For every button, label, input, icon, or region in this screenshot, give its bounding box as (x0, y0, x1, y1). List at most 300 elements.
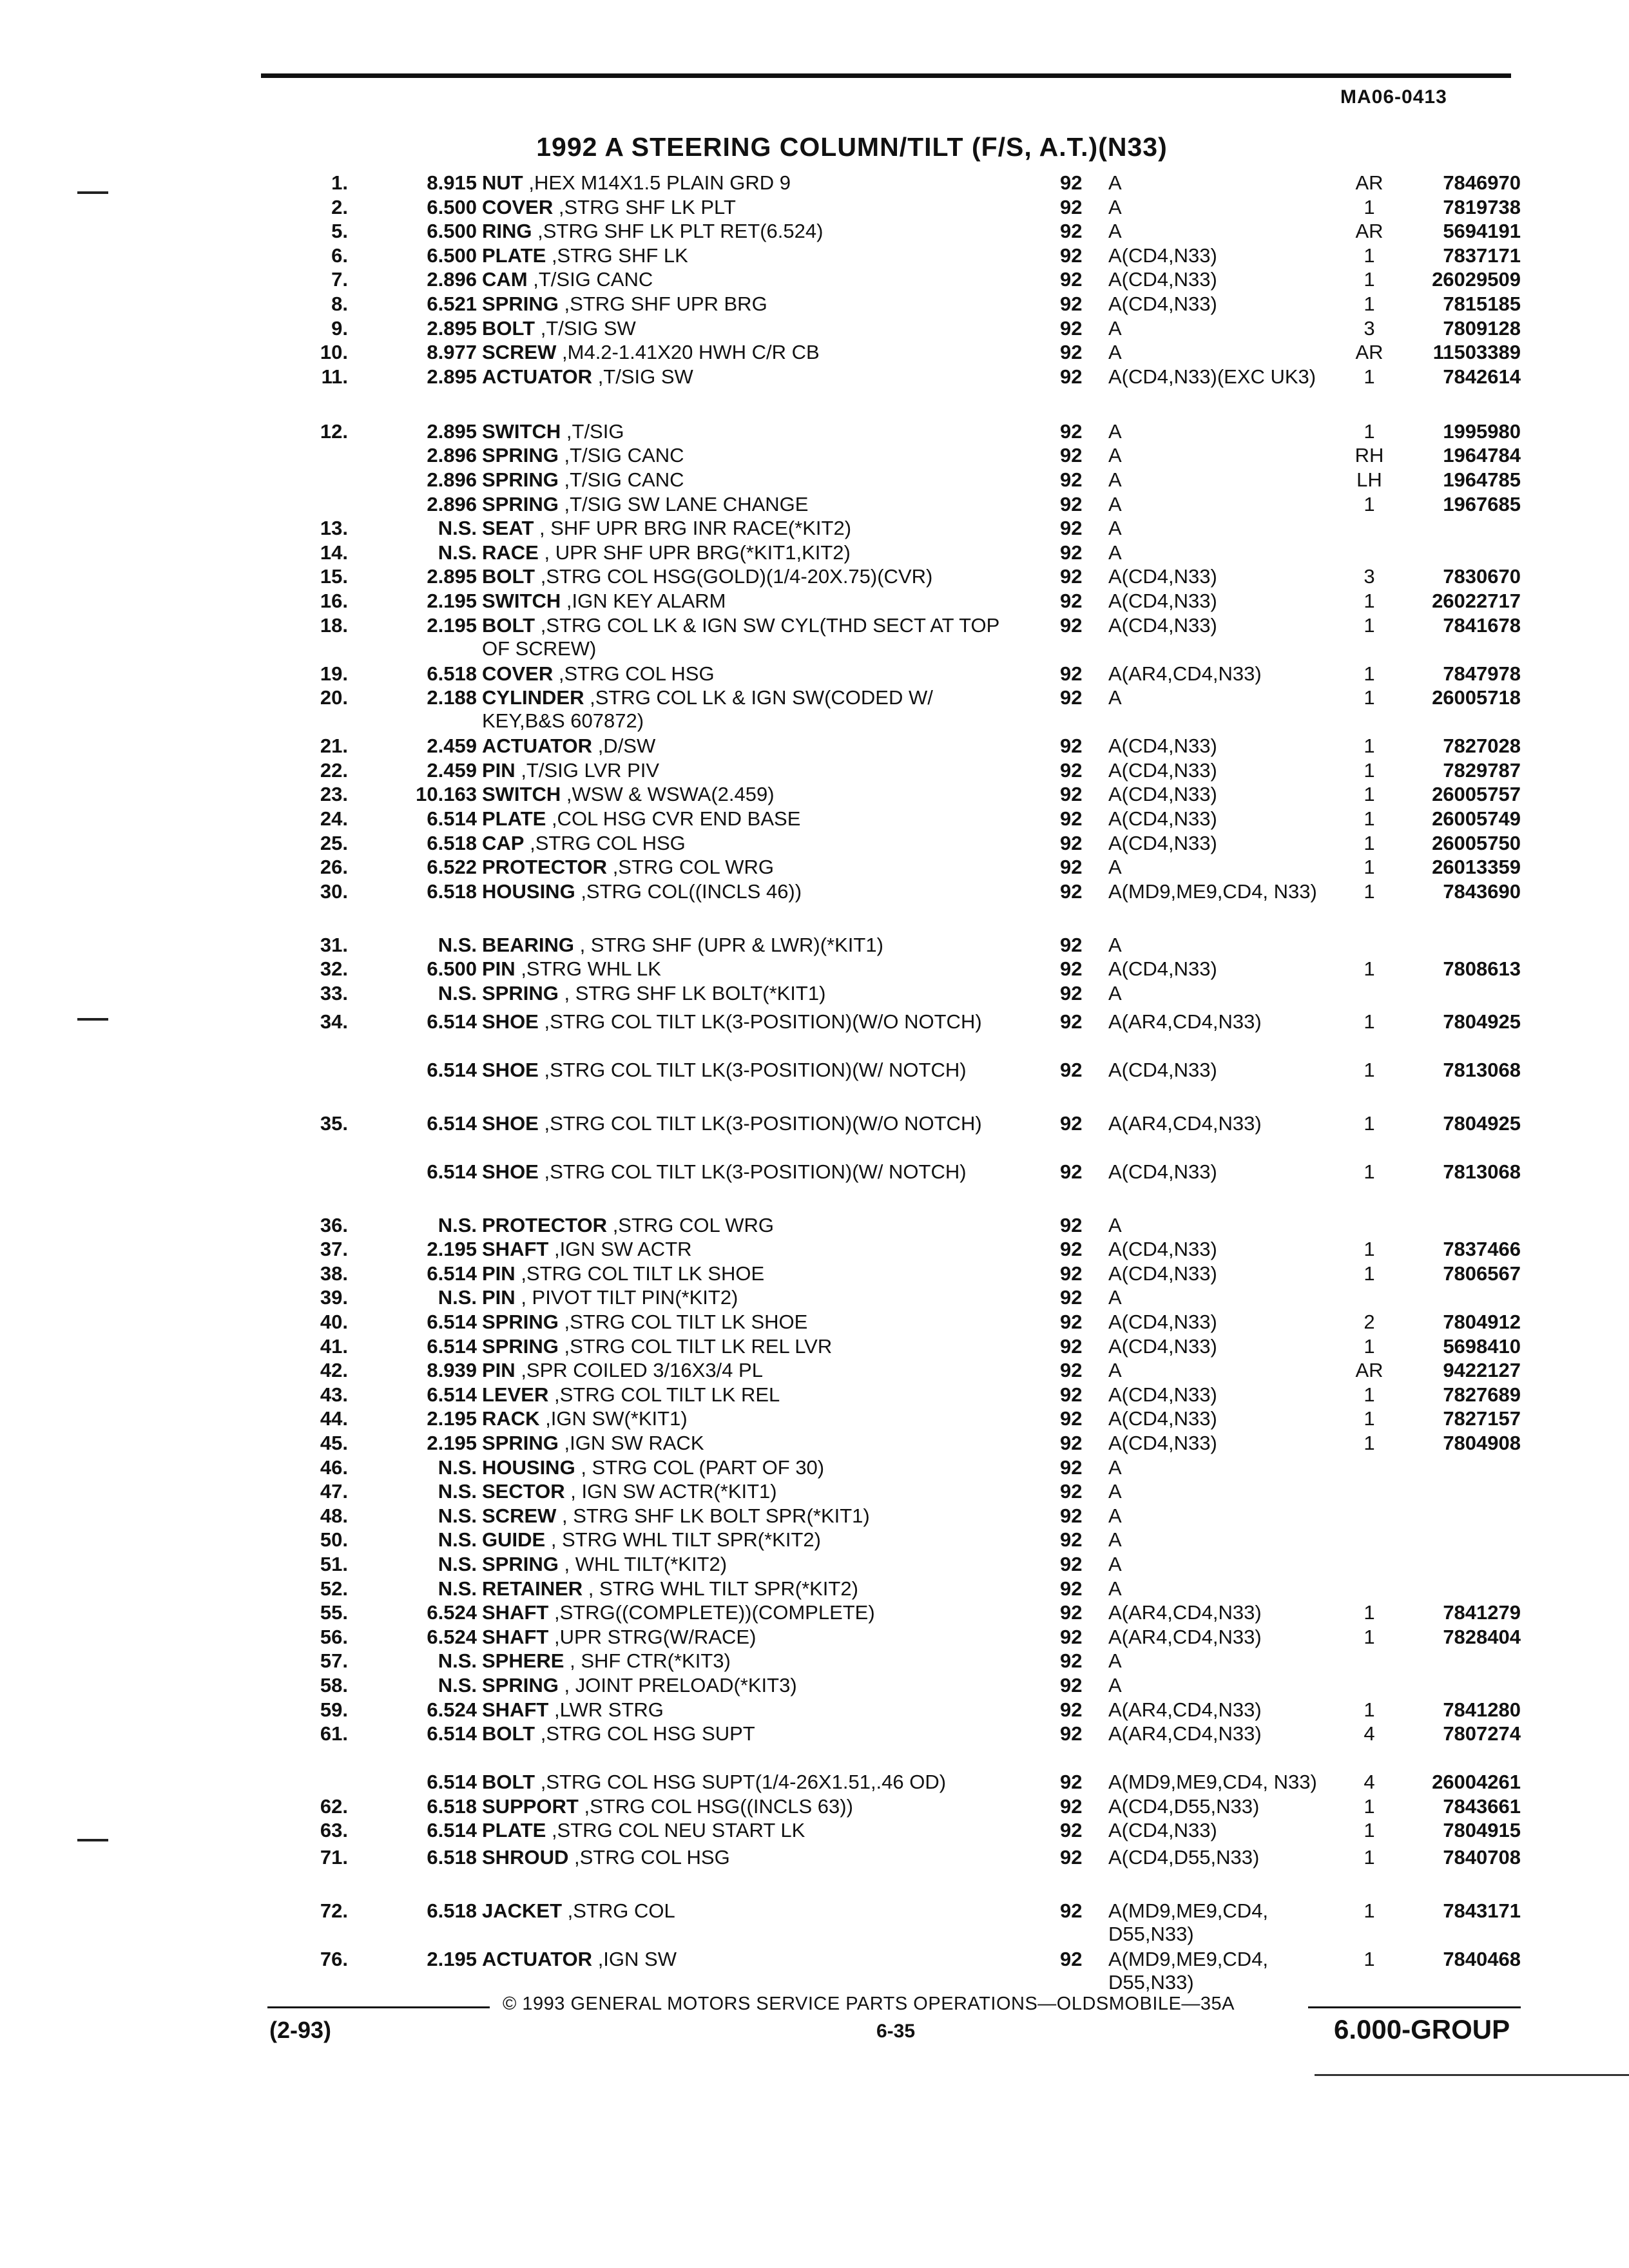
model-usage: A (1108, 1504, 1122, 1527)
part-detail: ,M4.2-1.41X20 HWH C/R CB (562, 341, 820, 364)
part-name: SHAFT (482, 1625, 549, 1648)
list-item (0, 268, 1629, 291)
part-detail: ,T/SIG CANC (564, 468, 684, 491)
part-name: CAM (482, 268, 528, 291)
model-year: 92 (1060, 1213, 1083, 1236)
item-number: 52. (320, 1577, 348, 1600)
part-detail: ,STRG COL TILT LK(3-POSITION)(W/ NOTCH) (544, 1058, 967, 1081)
model-usage: A(CD4,N33) (1108, 1160, 1217, 1183)
model-year: 92 (1060, 1674, 1083, 1696)
quantity: 1 (1364, 807, 1375, 830)
model-usage: A(CD4,N33) (1108, 758, 1217, 782)
item-number: 50. (320, 1528, 348, 1552)
footer-copyright: © 1993 GENERAL MOTORS SERVICE PARTS OPERATIONS—OLDSMOBILE—35A (503, 1994, 1235, 2014)
model-usage: A (1108, 856, 1122, 879)
model-usage: A(MD9,ME9,CD4, D55,N33) (1108, 1948, 1269, 1994)
part-description (482, 1286, 1010, 1309)
part-number: 7806567 (1443, 1262, 1521, 1285)
footer-rule-right (1308, 2006, 1521, 2008)
part-name: SPRING (482, 293, 559, 315)
part-name: SWITCH (482, 590, 561, 612)
item-number: 30. (320, 879, 348, 903)
part-description (482, 420, 1010, 443)
page-title-text: 1992 A STEERING COLUMN/TILT (F/S, A.T.)(N33) (536, 132, 1168, 162)
quantity: 4 (1364, 1771, 1375, 1794)
item-number: 45. (320, 1432, 348, 1454)
part-description (482, 1795, 1010, 1818)
part-detail: , UPR SHF UPR BRG(*KIT1,KIT2) (544, 541, 851, 564)
model-usage: A (1108, 468, 1122, 491)
quantity: 4 (1364, 1722, 1375, 1745)
quantity: 1 (1364, 195, 1375, 218)
quantity: AR (1355, 171, 1383, 194)
part-detail: ,STRG COL NEU START LK (551, 1819, 805, 1842)
model-year: 92 (1060, 1528, 1083, 1552)
part-name: JACKET (482, 1899, 563, 1922)
group-number: N.S. (438, 1480, 477, 1503)
part-detail: ,STRG COL HSG SUPT(1/4-26X1.51,.46 OD) (540, 1771, 947, 1794)
model-year: 92 (1060, 1553, 1083, 1575)
model-usage: A (1108, 686, 1122, 709)
list-item (0, 444, 1629, 467)
part-number: 7827689 (1443, 1383, 1521, 1406)
document-code: MA06-0413 (1340, 86, 1447, 108)
model-usage: A(CD4,N33) (1108, 1262, 1217, 1285)
item-number: 76. (320, 1948, 348, 1970)
list-item (0, 493, 1629, 516)
model-usage: A(CD4,N33) (1108, 1058, 1217, 1081)
part-detail: ,SPR COILED 3/16X3/4 PL (521, 1359, 763, 1382)
model-usage: A (1108, 1553, 1122, 1575)
item-number: 2. (331, 195, 348, 218)
group-number: 2.895 (427, 316, 477, 340)
quantity: 1 (1364, 365, 1375, 388)
part-number: 7813068 (1443, 1160, 1521, 1183)
model-year: 92 (1060, 1456, 1083, 1479)
part-detail: ,STRG COL HSG (558, 662, 715, 685)
part-name: PIN (482, 1359, 516, 1382)
group-number: 6.518 (427, 1794, 477, 1818)
model-year: 92 (1060, 1407, 1083, 1430)
group-number: 6.518 (427, 879, 477, 903)
list-item (0, 1553, 1629, 1576)
part-description (482, 614, 1010, 660)
footer-bottom-rule (1315, 2074, 1629, 2076)
group-number: N.S. (438, 1674, 477, 1696)
model-year: 92 (1060, 1601, 1083, 1624)
part-number: 1995980 (1443, 419, 1521, 443)
part-number: 9422127 (1443, 1359, 1521, 1382)
group-number: 6.514 (427, 1819, 477, 1842)
group-number: 6.514 (427, 1058, 477, 1081)
group-number: 6.522 (427, 856, 477, 879)
quantity: 1 (1364, 1058, 1375, 1081)
part-detail: ,STRG COL((INCLS 46)) (581, 879, 802, 903)
model-year: 92 (1060, 1846, 1083, 1869)
model-usage: A (1108, 492, 1122, 515)
part-name: SPRING (482, 492, 559, 515)
item-number: 6. (331, 244, 348, 267)
model-usage: A(CD4,N33) (1108, 1311, 1217, 1333)
list-item (0, 1480, 1629, 1503)
list-item (0, 1262, 1629, 1285)
model-usage: A (1108, 1359, 1122, 1382)
part-number: 26005750 (1432, 831, 1521, 854)
group-number: N.S. (438, 517, 477, 540)
part-description (482, 934, 1010, 957)
group-number: 6.514 (427, 1311, 477, 1333)
page-title (0, 132, 1629, 162)
item-number: 36. (320, 1213, 348, 1236)
part-description (482, 735, 1010, 758)
quantity: 1 (1364, 957, 1375, 981)
part-name: BOLT (482, 1722, 535, 1745)
item-number: 8. (331, 293, 348, 315)
quantity: 1 (1364, 419, 1375, 443)
part-name: SPHERE (482, 1649, 564, 1673)
model-year: 92 (1060, 982, 1083, 1004)
quantity: 1 (1364, 856, 1375, 879)
list-item (0, 1456, 1629, 1479)
part-name: SPRING (482, 444, 559, 467)
quantity: 3 (1364, 565, 1375, 588)
group-number: 6.514 (427, 1722, 477, 1745)
part-number: 11503389 (1432, 341, 1521, 364)
model-year: 92 (1060, 590, 1083, 612)
part-description (482, 293, 1010, 316)
part-name: SPRING (482, 1311, 559, 1333)
list-item (0, 1771, 1629, 1794)
list-item (0, 1674, 1629, 1697)
part-number: 7837466 (1443, 1238, 1521, 1261)
item-number: 62. (320, 1794, 348, 1818)
part-detail: , STRG SHF LK BOLT(*KIT1) (564, 982, 826, 1004)
model-year: 92 (1060, 1111, 1083, 1135)
part-name: BOLT (482, 613, 535, 637)
model-year: 92 (1060, 1722, 1083, 1745)
model-usage: A (1108, 316, 1122, 340)
part-name: ACTUATOR (482, 735, 593, 758)
item-number: 11. (321, 365, 348, 388)
part-detail: ,UPR STRG(W/RACE) (554, 1625, 757, 1648)
item-number: 24. (320, 807, 348, 830)
item-number: 23. (320, 783, 348, 806)
quantity: 1 (1364, 758, 1375, 782)
part-number: 7819738 (1443, 195, 1521, 218)
model-usage: A(CD4,N33) (1108, 1819, 1217, 1842)
part-number: 5698410 (1443, 1334, 1521, 1358)
part-detail: ,WSW & WSWA(2.459) (566, 783, 775, 806)
item-number: 63. (320, 1819, 348, 1842)
quantity: 1 (1364, 1160, 1375, 1183)
quantity: 1 (1364, 1383, 1375, 1406)
list-item (0, 1112, 1629, 1160)
model-usage: A(AR4,CD4,N33) (1108, 1010, 1262, 1033)
item-number: 13. (320, 517, 348, 540)
item-number: 34. (320, 1010, 348, 1033)
list-item (0, 420, 1629, 443)
part-name: SHAFT (482, 1601, 549, 1624)
model-usage: A(CD4,D55,N33) (1108, 1846, 1260, 1869)
part-name: SHAFT (482, 1238, 549, 1261)
part-detail: ,STRG COL (567, 1899, 675, 1922)
model-usage: A (1108, 195, 1122, 218)
model-usage: A (1108, 1480, 1122, 1503)
part-name: SPRING (482, 982, 559, 1004)
model-year: 92 (1060, 1262, 1083, 1285)
part-description (482, 1819, 1010, 1842)
part-description (482, 268, 1010, 291)
group-number: 6.514 (427, 1334, 477, 1358)
group-number: N.S. (438, 933, 477, 956)
part-description (482, 1899, 1010, 1923)
list-item (0, 1407, 1629, 1430)
list-item (0, 1383, 1629, 1407)
model-year: 92 (1060, 1160, 1083, 1183)
model-year: 92 (1060, 1383, 1083, 1406)
part-description (482, 783, 1010, 806)
model-year: 92 (1060, 1238, 1083, 1261)
group-number: 6.514 (427, 1262, 477, 1285)
model-year: 92 (1060, 1286, 1083, 1309)
part-description (482, 1722, 1010, 1745)
list-item (0, 807, 1629, 831)
group-number: 8.977 (427, 341, 477, 364)
part-name: SHROUD (482, 1846, 569, 1869)
model-year: 92 (1060, 1899, 1083, 1922)
model-usage: A(AR4,CD4,N33) (1108, 1111, 1262, 1135)
part-detail: , SHF CTR(*KIT3) (570, 1649, 731, 1673)
list-item (0, 1698, 1629, 1722)
item-number: 42. (320, 1359, 348, 1382)
quantity: RH (1354, 444, 1384, 467)
part-description (482, 317, 1010, 340)
model-usage: A(CD4,N33) (1108, 268, 1217, 291)
quantity: 1 (1364, 735, 1375, 758)
model-usage: A (1108, 220, 1122, 243)
model-usage: A (1108, 341, 1122, 364)
part-description (482, 1383, 1010, 1407)
part-number: 7840708 (1443, 1846, 1521, 1869)
part-description (482, 1262, 1010, 1285)
part-description (482, 1160, 1010, 1184)
part-number: 26022717 (1432, 590, 1521, 612)
model-year: 92 (1060, 492, 1083, 515)
part-name: COVER (482, 195, 554, 218)
part-name: PIN (482, 1286, 516, 1309)
item-number: 51. (320, 1553, 348, 1575)
list-item (0, 1649, 1629, 1673)
part-number: 7809128 (1443, 316, 1521, 340)
item-number: 72. (320, 1899, 348, 1922)
item-number: 57. (320, 1649, 348, 1673)
list-item (0, 856, 1629, 879)
part-name: SEAT (482, 517, 534, 540)
list-item (0, 196, 1629, 219)
quantity: 1 (1364, 1899, 1375, 1922)
item-number: 12. (320, 419, 348, 443)
quantity: 1 (1364, 492, 1375, 515)
part-name: COVER (482, 662, 554, 685)
part-description (482, 1335, 1010, 1358)
quantity: 1 (1364, 1948, 1375, 1970)
group-number: 6.500 (427, 957, 477, 981)
quantity: AR (1355, 220, 1383, 243)
part-detail: ,T/SIG SW (597, 365, 693, 388)
group-number: 10.163 (416, 783, 477, 806)
list-item (0, 783, 1629, 806)
group-number: N.S. (438, 1528, 477, 1552)
list-item (0, 759, 1629, 782)
part-number: 7804925 (1443, 1111, 1521, 1135)
part-description (482, 1010, 1010, 1033)
quantity: AR (1355, 341, 1383, 364)
item-number: 41. (320, 1334, 348, 1358)
part-number: 26005749 (1432, 807, 1521, 830)
part-description (482, 1432, 1010, 1455)
model-year: 92 (1060, 444, 1083, 467)
model-usage: A (1108, 1286, 1122, 1309)
item-number: 43. (320, 1383, 348, 1406)
list-item (0, 1311, 1629, 1334)
part-name: PIN (482, 957, 516, 981)
group-number: 2.459 (427, 758, 477, 782)
part-name: SCREW (482, 341, 557, 364)
model-year: 92 (1060, 856, 1083, 879)
part-description (482, 880, 1010, 903)
model-year: 92 (1060, 735, 1083, 758)
group-number: 8.915 (427, 171, 477, 194)
part-description (482, 590, 1010, 613)
top-rule (261, 73, 1511, 78)
part-detail: , STRG COL (PART OF 30) (581, 1456, 825, 1479)
part-description (482, 807, 1010, 831)
item-number: 59. (320, 1698, 348, 1721)
part-description (482, 1112, 1010, 1135)
item-number: 35. (320, 1111, 348, 1135)
model-usage: A(CD4,N33) (1108, 735, 1217, 758)
group-number: 6.524 (427, 1601, 477, 1624)
part-name: ACTUATOR (482, 1948, 593, 1970)
part-detail: , STRG WHL TILT SPR(*KIT2) (588, 1577, 858, 1600)
part-description (482, 1214, 1010, 1237)
part-detail: ,STRG COL HSG (530, 831, 686, 854)
quantity: 1 (1364, 1846, 1375, 1869)
list-item (0, 1846, 1629, 1894)
part-number: 7829787 (1443, 758, 1521, 782)
model-year: 92 (1060, 171, 1083, 194)
item-number: 32. (320, 957, 348, 981)
part-name: CAP (482, 831, 525, 854)
model-usage: A (1108, 444, 1122, 467)
group-number: N.S. (438, 1649, 477, 1673)
group-number: 2.195 (427, 590, 477, 612)
part-name: PIN (482, 758, 516, 782)
part-description (482, 541, 1010, 564)
model-year: 92 (1060, 1432, 1083, 1454)
model-year: 92 (1060, 1058, 1083, 1081)
model-year: 92 (1060, 1504, 1083, 1527)
part-description (482, 444, 1010, 467)
part-number: 26005757 (1432, 783, 1521, 806)
quantity: 1 (1364, 1698, 1375, 1721)
quantity: 1 (1364, 1625, 1375, 1648)
item-number: 20. (320, 686, 348, 709)
part-number: 26029509 (1432, 268, 1521, 291)
item-number: 19. (320, 662, 348, 685)
part-description (482, 1948, 1010, 1971)
part-detail: ,HEX M14X1.5 PLAIN GRD 9 (528, 171, 791, 194)
group-number: 2.896 (427, 468, 477, 491)
group-number: 2.195 (427, 1948, 477, 1970)
part-number: 7837171 (1443, 244, 1521, 267)
model-year: 92 (1060, 1334, 1083, 1358)
list-item (0, 1948, 1629, 1994)
part-name: SECTOR (482, 1480, 565, 1503)
model-year: 92 (1060, 316, 1083, 340)
item-number: 25. (320, 831, 348, 854)
part-name: SPRING (482, 1553, 559, 1575)
model-year: 92 (1060, 1577, 1083, 1600)
model-usage: A (1108, 982, 1122, 1004)
part-detail: ,STRG COL LK & IGN SW CYL(THD SECT AT TOP OF SCREW) (482, 613, 999, 660)
part-name: PLATE (482, 807, 546, 830)
quantity: 2 (1364, 1311, 1375, 1333)
model-usage: A(CD4,N33) (1108, 831, 1217, 854)
part-name: PROTECTOR (482, 1213, 608, 1236)
part-name: RING (482, 220, 532, 243)
group-number: N.S. (438, 1577, 477, 1600)
part-name: LEVER (482, 1383, 549, 1406)
model-year: 92 (1060, 1771, 1083, 1794)
group-number: N.S. (438, 982, 477, 1004)
quantity: 1 (1364, 1794, 1375, 1818)
part-detail: , STRG SHF (UPR & LWR)(*KIT1) (579, 933, 883, 956)
part-name: PROTECTOR (482, 856, 608, 879)
part-name: HOUSING (482, 879, 575, 903)
group-number: 2.195 (427, 613, 477, 637)
part-description (482, 1528, 1010, 1552)
part-number: 7804925 (1443, 1010, 1521, 1033)
item-number: 38. (320, 1262, 348, 1285)
item-number: 37. (320, 1238, 348, 1261)
part-detail: , STRG SHF LK BOLT SPR(*KIT1) (562, 1504, 870, 1527)
model-usage: A(CD4,D55,N33) (1108, 1794, 1260, 1818)
part-detail: ,STRG SHF UPR BRG (564, 293, 767, 315)
model-usage: A(CD4,N33) (1108, 565, 1217, 588)
part-name: BOLT (482, 565, 535, 588)
model-usage: A(MD9,ME9,CD4, N33) (1108, 879, 1317, 903)
part-detail: ,STRG COL HSG SUPT (540, 1722, 755, 1745)
part-name: NUT (482, 171, 523, 194)
quantity: 1 (1364, 686, 1375, 709)
model-year: 92 (1060, 807, 1083, 830)
part-description (482, 1649, 1010, 1673)
model-usage: A(CD4,N33) (1108, 1407, 1217, 1430)
list-item (0, 1626, 1629, 1649)
part-detail: , STRG WHL TILT SPR(*KIT2) (550, 1528, 821, 1552)
part-name: RETAINER (482, 1577, 583, 1600)
list-item (0, 614, 1629, 662)
part-detail: , SHF UPR BRG INR RACE(*KIT2) (539, 517, 852, 540)
model-year: 92 (1060, 365, 1083, 388)
model-usage: A(AR4,CD4,N33) (1108, 662, 1262, 685)
part-detail: ,STRG COL HSG(GOLD)(1/4-20X.75)(CVR) (540, 565, 933, 588)
part-description (482, 196, 1010, 219)
model-usage: A (1108, 517, 1122, 540)
part-description (482, 1771, 1010, 1794)
model-year: 92 (1060, 195, 1083, 218)
